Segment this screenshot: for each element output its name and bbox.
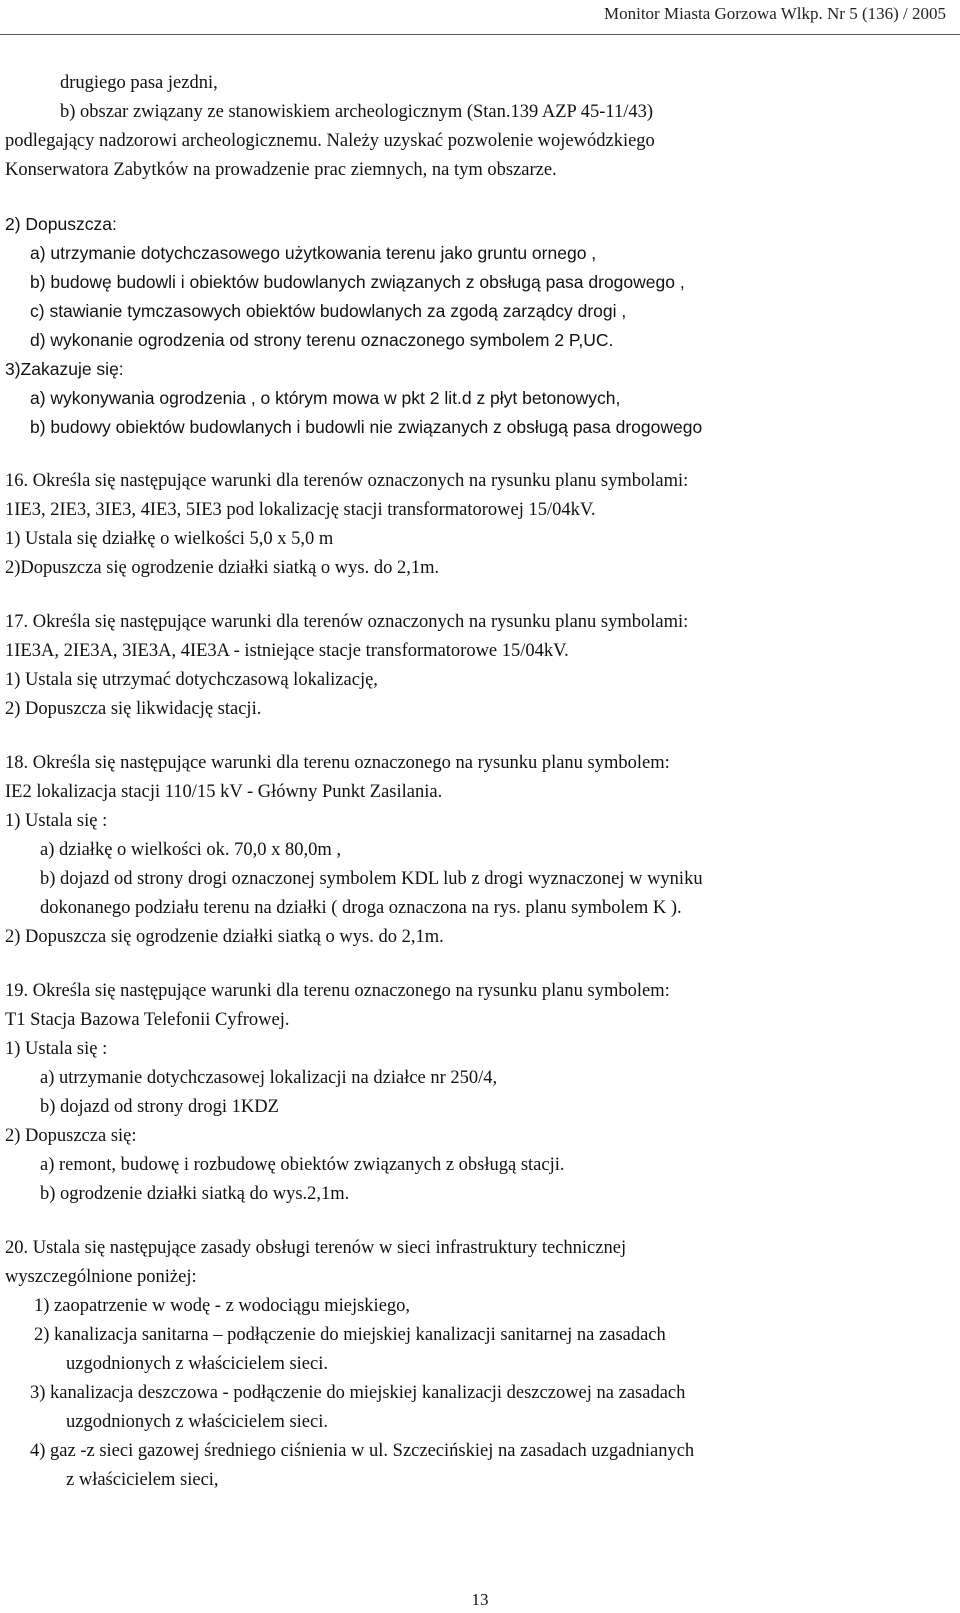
page-number: 13 [471, 1590, 489, 1609]
text-line: 1) Ustala się utrzymać dotychczasową lokalizację, [5, 670, 378, 690]
list-item: uzgodnionych z właścicielem sieci. [66, 1412, 328, 1432]
text-line: IE2 lokalizacja stacji 110/15 kV - Główny Punkt Zasilania. [5, 782, 443, 802]
paragraph-heading: 18. Określa się następujące warunki dla terenu oznaczonego na rysunku planu symbolem: [5, 753, 670, 773]
list-item: dokonanego podziału terenu na działki ( droga oznaczona na rys. planu symbolem K ). [40, 898, 682, 918]
list-item: a) utrzymanie dotychczasowego użytkowania terenu jako gruntu ornego , [30, 243, 597, 263]
list-item: a) wykonywania ogrodzenia , o którym mowa w pkt 2 lit.d z płyt betonowych, [30, 388, 621, 408]
list-item: c) stawianie tymczasowych obiektów budowlanych za zgodą zarządcy drogi , [30, 301, 627, 321]
paragraph-heading: 16. Określa się następujące warunki dla terenów oznaczonych na rysunku planu symbolami: [5, 471, 689, 491]
list-item: b) budowę budowli i obiektów budowlanych związanych z obsługą pasa drogowego , [30, 272, 685, 292]
list-item: uzgodnionych z właścicielem sieci. [66, 1354, 328, 1374]
text-line: 2) Dopuszcza się: [5, 1126, 137, 1146]
text-line: podlegający nadzorowi archeologicznemu. Należy uzyskać pozwolenie wojewódzkiego [5, 131, 655, 151]
list-item: a) utrzymanie dotychczasowej lokalizacji na działce nr 250/4, [40, 1068, 498, 1088]
text-line: T1 Stacja Bazowa Telefonii Cyfrowej. [5, 1010, 290, 1030]
list-item: a) remont, budowę i rozbudowę obiektów związanych z obsługą stacji. [40, 1155, 565, 1175]
paragraph-heading: 19. Określa się następujące warunki dla terenu oznaczonego na rysunku planu symbolem: [5, 981, 670, 1001]
list-item: z właścicielem sieci, [66, 1470, 219, 1490]
paragraph-heading: 17. Określa się następujące warunki dla terenów oznaczonych na rysunku planu symbolami: [5, 612, 689, 632]
paragraph-heading: 20. Ustala się następujące zasady obsługi terenów w sieci infrastruktury technicznej [5, 1238, 627, 1258]
list-item: 1) zaopatrzenie w wodę - z wodociągu miejskiego, [34, 1296, 411, 1316]
list-item: b) budowy obiektów budowlanych i budowli nie związanych z obsługą pasa drogowego [30, 417, 703, 437]
list-item: 3) kanalizacja deszczowa - podłączenie do miejskiej kanalizacji deszczowej na zasadach [30, 1383, 686, 1403]
text-line: 1) Ustala się działkę o wielkości 5,0 x 5,0 m [5, 529, 334, 549]
section-heading: 2) Dopuszcza: [5, 214, 117, 234]
text-line: 1IE3A, 2IE3A, 3IE3A, 4IE3A - istniejące stacje transformatorowe 15/04kV. [5, 641, 569, 661]
text-line: 2) Dopuszcza się likwidację stacji. [5, 699, 262, 719]
text-line: 1) Ustala się : [5, 1039, 108, 1059]
list-item: b) ogrodzenie działki siatką do wys.2,1m. [40, 1184, 350, 1204]
text-line: 2) Dopuszcza się ogrodzenie działki siatką o wys. do 2,1m. [5, 927, 444, 947]
text-line: 1IE3, 2IE3, 3IE3, 4IE3, 5IE3 pod lokalizację stacji transformatorowej 15/04kV. [5, 500, 596, 520]
page-header: Monitor Miasta Gorzowa Wlkp. Nr 5 (136) / 2005 [604, 4, 946, 23]
list-item: b) dojazd od strony drogi 1KDZ [40, 1097, 279, 1117]
section-heading: 3)Zakazuje się: [5, 359, 124, 379]
list-item: b) dojazd od strony drogi oznaczonej symbolem KDL lub z drogi wyznaczonej w wyniku [40, 869, 703, 889]
list-item: 4) gaz -z sieci gazowej średniego ciśnienia w ul. Szczecińskiej na zasadach uzgadnianych [30, 1441, 695, 1461]
text-line: 2)Dopuszcza się ogrodzenie działki siatką o wys. do 2,1m. [5, 558, 440, 578]
text-line: wyszczególnione poniżej: [5, 1267, 197, 1287]
list-item: 2) kanalizacja sanitarna – podłączenie do miejskiej kanalizacji sanitarnej na zasadach [34, 1325, 666, 1345]
list-item: d) wykonanie ogrodzenia od strony terenu oznaczonego symbolem 2 P,UC. [30, 330, 614, 350]
text-line: b) obszar związany ze stanowiskiem archeologicznym (Stan.139 AZP 45-11/43) [60, 102, 654, 122]
text-line: Konserwatora Zabytków na prowadzenie prac ziemnych, na tym obszarze. [5, 160, 557, 180]
text-line: drugiego pasa jezdni, [60, 73, 218, 93]
text-line: 1) Ustala się : [5, 811, 108, 831]
header-rule [0, 34, 960, 35]
list-item: a) działkę o wielkości ok. 70,0 x 80,0m , [40, 840, 342, 860]
